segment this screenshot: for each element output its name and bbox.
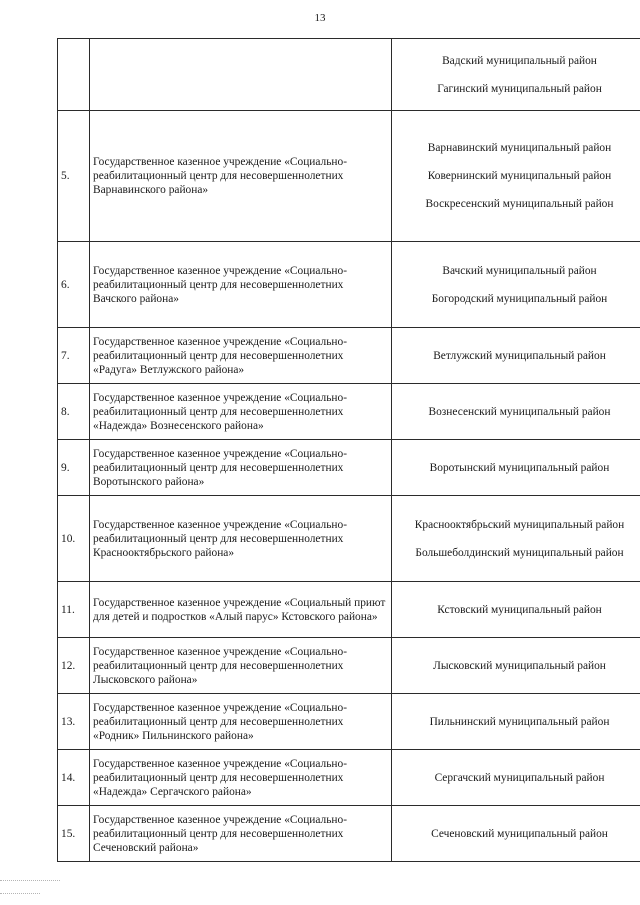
district-name: Варнавинский муниципальный район	[427, 142, 612, 154]
district-cell	[392, 111, 640, 242]
district-cell	[392, 806, 640, 862]
district-cell	[392, 384, 640, 440]
district-cell	[392, 39, 640, 111]
row-number-cell: 9.	[58, 440, 90, 496]
table-row	[58, 582, 640, 638]
institution-name-cell: Государственное казенное учреждение «Социально-реабилитационный центр для несовершеннолетних Сеченовский района»	[90, 806, 392, 862]
district-cell	[392, 242, 640, 328]
district-cell	[392, 750, 640, 806]
table-row	[58, 328, 640, 384]
district-cell	[392, 440, 640, 496]
district-name: Сергачский муниципальный район	[434, 771, 605, 784]
district-name: Воротынский муниципальный район	[429, 461, 610, 474]
district-cell	[392, 328, 640, 384]
district-name: Вознесенский муниципальный район	[428, 405, 611, 418]
district-cell	[392, 694, 640, 750]
institutions-table	[57, 38, 640, 862]
district-name: Воскресенский муниципальный район	[425, 198, 614, 210]
row-number-cell: 15.	[58, 806, 90, 862]
table-row	[58, 806, 640, 862]
district-name: Кстовский муниципальный район	[437, 603, 602, 616]
district-name: Большеболдинский муниципальный район	[415, 546, 624, 559]
institution-name-cell: Государственное казенное учреждение «Социально-реабилитационный центр для несовершеннолетних Варнавинского района»	[90, 111, 392, 242]
district-cell	[392, 496, 640, 582]
district-cell	[392, 582, 640, 638]
table-row	[58, 440, 640, 496]
district-name: Сеченовский муниципальный район	[431, 827, 608, 840]
institution-name-cell: Государственное казенное учреждение «Социально-реабилитационный центр для несовершеннолетних Лысковского района»	[90, 638, 392, 694]
row-number-cell: 14.	[58, 750, 90, 806]
institution-name-cell: Государственное казенное учреждение «Социально-реабилитационный центр для несовершеннолетних «Родник» Пильнинского района»	[90, 694, 392, 750]
table-row	[58, 384, 640, 440]
page-number: 13	[314, 12, 326, 24]
table-body	[58, 39, 640, 862]
institution-name-cell: Государственное казенное учреждение «Социально-реабилитационный центр для несовершеннолетних «Надежда» Сергачского района»	[90, 750, 392, 806]
institution-name-cell: Государственное казенное учреждение «Социально-реабилитационный центр для несовершеннолетних «Радуга» Ветлужского района»	[90, 328, 392, 384]
institution-name-cell: Государственное казенное учреждение «Социально-реабилитационный центр для несовершеннолетних Воротынского района»	[90, 440, 392, 496]
district-name: Ковернинский муниципальный район	[427, 170, 612, 182]
table-row	[58, 638, 640, 694]
scan-edge-mark	[0, 893, 40, 894]
row-number-cell	[58, 39, 90, 111]
district-name: Краснооктябрьский муниципальный район	[414, 518, 625, 531]
row-number-cell: 7.	[58, 328, 90, 384]
district-name: Богородский муниципальный район	[431, 292, 608, 305]
district-name: Пильнинский муниципальный район	[429, 715, 610, 728]
row-number-cell: 6.	[58, 242, 90, 328]
district-name: Лысковский муниципальный район	[433, 659, 606, 672]
table-row	[58, 750, 640, 806]
district-name: Гагинский муниципальный район	[437, 82, 602, 95]
table-row	[58, 496, 640, 582]
institution-name-cell: Государственное казенное учреждение «Социально-реабилитационный центр для несовершеннолетних «Надежда» Вознесенского района»	[90, 384, 392, 440]
district-cell	[392, 638, 640, 694]
district-name: Вачский муниципальный район	[442, 264, 597, 277]
district-name: Ветлужский муниципальный район	[433, 349, 606, 362]
institution-name-cell: Государственное казенное учреждение «Социально-реабилитационный центр для несовершеннолетних Краснооктябрьского района»	[90, 496, 392, 582]
scan-edge-mark	[0, 880, 60, 881]
row-number-cell: 8.	[58, 384, 90, 440]
district-name: Вадский муниципальный район	[442, 54, 597, 67]
table-row	[58, 39, 640, 111]
table-row	[58, 111, 640, 242]
institution-name-cell	[90, 39, 392, 111]
row-number-cell: 13.	[58, 694, 90, 750]
row-number-cell: 12.	[58, 638, 90, 694]
row-number-cell: 11.	[58, 582, 90, 638]
table-row	[58, 694, 640, 750]
institution-name-cell: Государственное казенное учреждение «Социальный приют для детей и подростков «Алый парус» Кстовского района»	[90, 582, 392, 638]
table-row	[58, 242, 640, 328]
institution-name-cell: Государственное казенное учреждение «Социально-реабилитационный центр для несовершеннолетних Вачского района»	[90, 242, 392, 328]
row-number-cell: 10.	[58, 496, 90, 582]
row-number-cell: 5.	[58, 111, 90, 242]
